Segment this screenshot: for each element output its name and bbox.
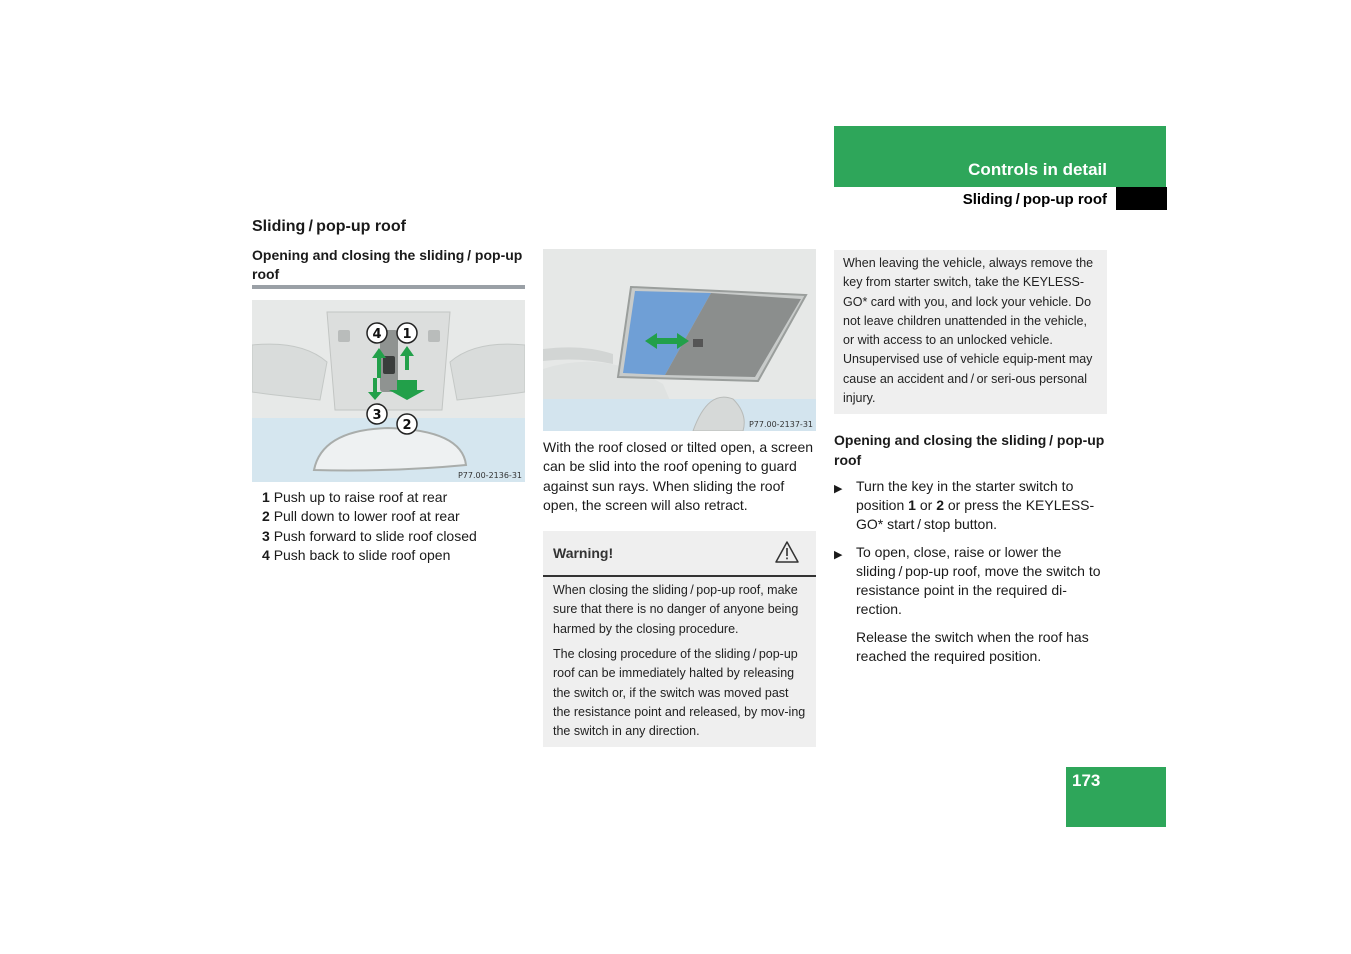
marker-4: 4 bbox=[372, 327, 382, 342]
figure-code: P77.00-2137-31 bbox=[748, 420, 813, 429]
section-title: Controls in detail bbox=[968, 160, 1107, 179]
warning-rule bbox=[543, 575, 816, 577]
marker-2: 2 bbox=[402, 418, 412, 433]
warning-triangle-icon bbox=[774, 540, 800, 564]
warning-heading: Warning! bbox=[553, 545, 614, 561]
subsection-title: Sliding / pop-up roof bbox=[962, 191, 1107, 208]
note-text: When leaving the vehicle, always remove the key from starter switch, take the KEYLESS-GO* card with you, and lock your vehicle. Do not leave children unattended in the vehicle, or with access to an unlocked vehicle. Unsupervised use of vehicle equip-ment may cause an accident and / or seri-ous personal injury. bbox=[843, 256, 1094, 406]
sunroof-screen-svg bbox=[543, 249, 816, 431]
instruction-step: ▶ Turn the key in the starter switch to position 1 or 2 or press the KEYLESS-GO* start / stop button. bbox=[834, 478, 1095, 532]
instruction-followup: Release the switch when the roof has reached the required position. bbox=[856, 629, 1089, 664]
figure-code: P77.00-2136-31 bbox=[457, 471, 522, 480]
warning-paragraph: The closing procedure of the sliding / pop-up roof can be immediately halted by releasing the switch or, if the switch was moved past the resistance point and released, by mov-ing the switch in any direction. bbox=[553, 647, 806, 739]
legend-item: 4 Push back to slide roof open bbox=[262, 547, 451, 563]
header-tab-marker bbox=[1116, 187, 1167, 210]
overhead-switch-illustration bbox=[252, 300, 525, 482]
page-number: 173 bbox=[1072, 771, 1101, 790]
warning-paragraph: When closing the sliding / pop-up roof, make sure that there is no danger of anyone being harmed by the closing procedure. bbox=[553, 583, 799, 636]
subheading: Opening and closing the sliding / pop-up roof bbox=[834, 432, 1105, 468]
instruction-step: ▶ To open, close, raise or lower the sliding / pop-up roof, move the switch to resistance point in the required di-rection. bbox=[834, 544, 1101, 617]
legend-item: 3 Push forward to slide roof closed bbox=[262, 528, 477, 544]
sunroof-screen-illustration bbox=[543, 249, 816, 431]
marker-3: 3 bbox=[372, 408, 382, 423]
subheading-rule bbox=[252, 285, 525, 289]
marker-1: 1 bbox=[402, 327, 412, 342]
body-paragraph: With the roof closed or tilted open, a screen can be slid into the roof opening to guard against sun rays. When sliding the roof open, the screen will also retract. bbox=[543, 439, 814, 513]
page-title: Sliding / pop-up roof bbox=[252, 218, 406, 235]
bullet-triangle-icon: ▶ bbox=[834, 549, 843, 561]
legend-item: 1 Push up to raise roof at rear bbox=[262, 489, 448, 505]
subheading: Opening and closing the sliding / pop-up roof bbox=[252, 247, 523, 282]
overhead-switch-svg bbox=[252, 300, 525, 482]
legend-item: 2 Pull down to lower roof at rear bbox=[262, 508, 460, 524]
bullet-triangle-icon: ▶ bbox=[834, 483, 843, 495]
